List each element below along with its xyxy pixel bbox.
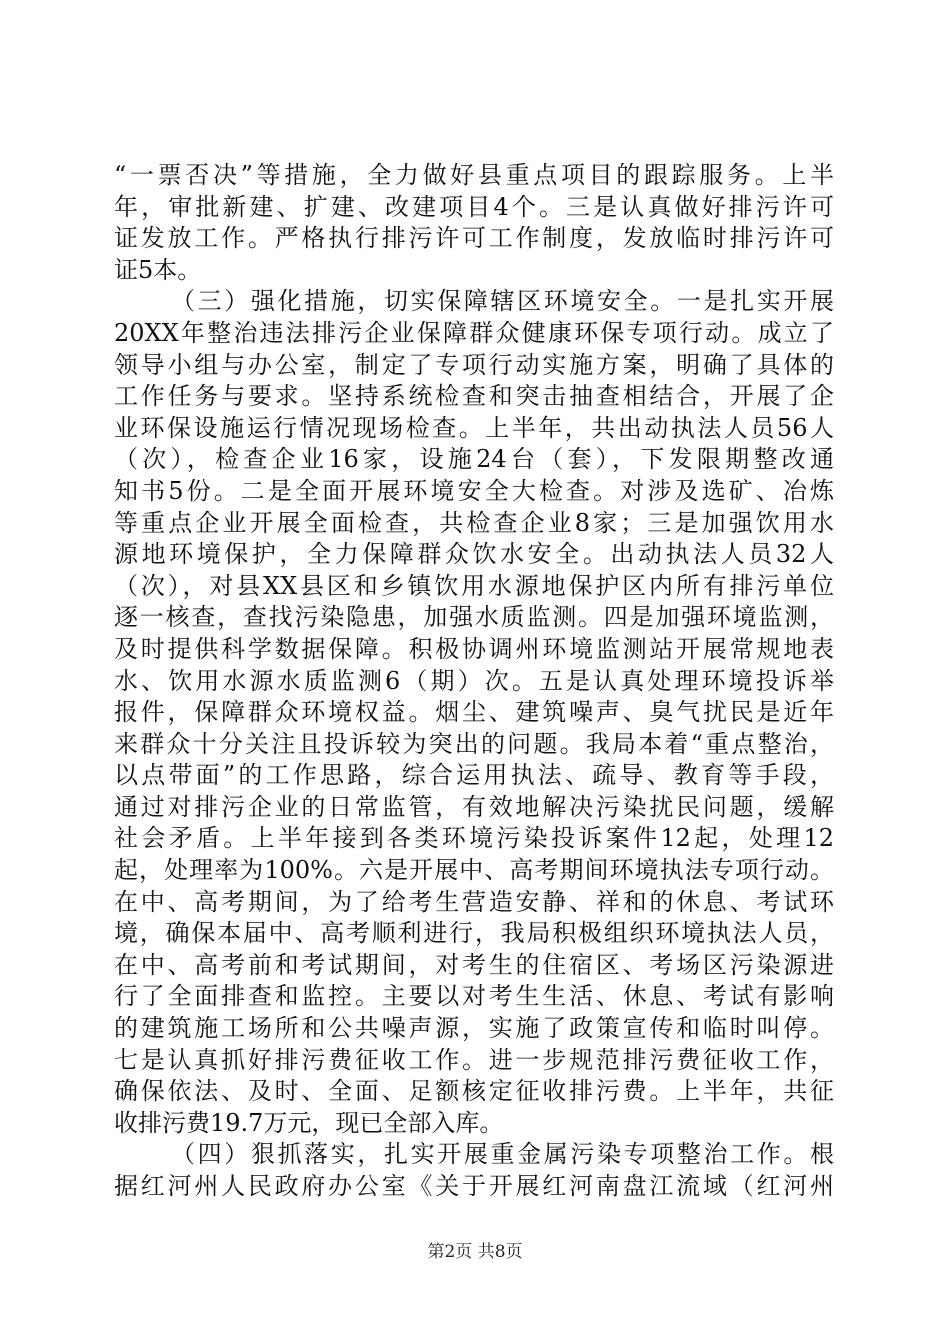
text-line: 的建筑施工场所和公共噪声源，实施了政策宣传和临时叫停。: [114, 1014, 834, 1043]
text-line: 来群众十分关注且投诉较为突出的问题。我局本着“重点整治，: [114, 729, 834, 758]
text-line: 源地环境保护，全力保障群众饮水安全。出动执法人员32人: [114, 540, 834, 569]
body-text: [114, 160, 834, 1203]
text-line: 收排污费19.7万元，现已全部入库。: [114, 1108, 504, 1137]
text-line: 确保依法、及时、全面、足额核定征收排污费。上半年，共征: [114, 1077, 834, 1106]
text-line: 业环保设施运行情况现场检查。上半年，共出动执法人员56人: [114, 413, 834, 442]
text-line: 境，确保本届中、高考顺利进行，我局积极组织环境执法人员，: [114, 919, 834, 948]
paragraph-heading-line: （三）强化措施，切实保障辖区环境安全。一是扎实开展: [171, 287, 834, 316]
text-line: 在中、高考前和考试期间，对考生的住宿区、考场区污染源进: [114, 950, 834, 979]
text-line: 七是认真抓好排污费征收工作。进一步规范排污费征收工作，: [114, 1045, 834, 1074]
text-line: 在中、高考期间，为了给考生营造安静、祥和的休息、考试环: [114, 887, 834, 916]
text-line: 报件，保障群众环境权益。烟尘、建筑噪声、臭气扰民是近年: [114, 698, 834, 727]
text-line: 工作任务与要求。坚持系统检查和突击抽查相结合，开展了企: [114, 382, 834, 411]
text-line: 以点带面”的工作思路，综合运用执法、疏导、教育等手段，: [114, 761, 834, 790]
page-number: 第2页 共8页: [427, 1242, 523, 1262]
text-line: 逐一核查，查找污染隐患，加强水质监测。四是加强环境监测，: [114, 603, 834, 632]
text-line: 据红河州人民政府办公室《关于开展红河南盘江流域（红河州: [114, 1172, 834, 1200]
text-line: 及时提供科学数据保障。积极协调州环境监测站开展常规地表: [114, 634, 834, 663]
text-line: 社会矛盾。上半年接到各类环境污染投诉案件12起，处理12: [114, 824, 834, 853]
text-line: “一票否决”等措施，全力做好县重点项目的跟踪服务。上半: [114, 161, 834, 189]
paragraph-heading-line: （四）狠抓落实，扎实开展重金属污染专项整治工作。根: [171, 1140, 834, 1169]
text-line: 证发放工作。严格执行排污许可工作制度，发放临时排污许可: [114, 224, 834, 253]
text-line: （次），对县XX县区和乡镇饮用水源地保护区内所有排污单位: [114, 571, 834, 600]
text-line: 知书5份。二是全面开展环境安全大检查。对涉及选矿、冶炼: [114, 476, 834, 505]
text-line: 证5本。: [114, 255, 202, 284]
text-line: 水、饮用水源水质监测6（期）次。五是认真处理环境投诉举: [114, 666, 834, 695]
text-line: 领导小组与办公室，制定了专项行动实施方案，明确了具体的: [114, 350, 834, 379]
text-line: 年，审批新建、扩建、改建项目4个。三是认真做好排污许可: [114, 192, 834, 221]
text-line: 通过对排污企业的日常监管，有效地解决污染扰民问题，缓解: [114, 792, 834, 821]
text-line: 行了全面排查和监控。主要以对考生生活、休息、考试有影响: [114, 982, 834, 1011]
text-line: 20XX年整治违法排污企业保障群众健康环保专项行动。成立了: [114, 318, 834, 347]
text-line: （次），检查企业16家，设施24台（套），下发限期整改通: [114, 445, 834, 474]
page-footer: [0, 1241, 950, 1263]
text-line: 等重点企业开展全面检查，共检查企业8家；三是加强饮用水: [114, 508, 834, 537]
text-line: 起，处理率为100%。六是开展中、高考期间环境执法专项行动。: [114, 856, 834, 885]
